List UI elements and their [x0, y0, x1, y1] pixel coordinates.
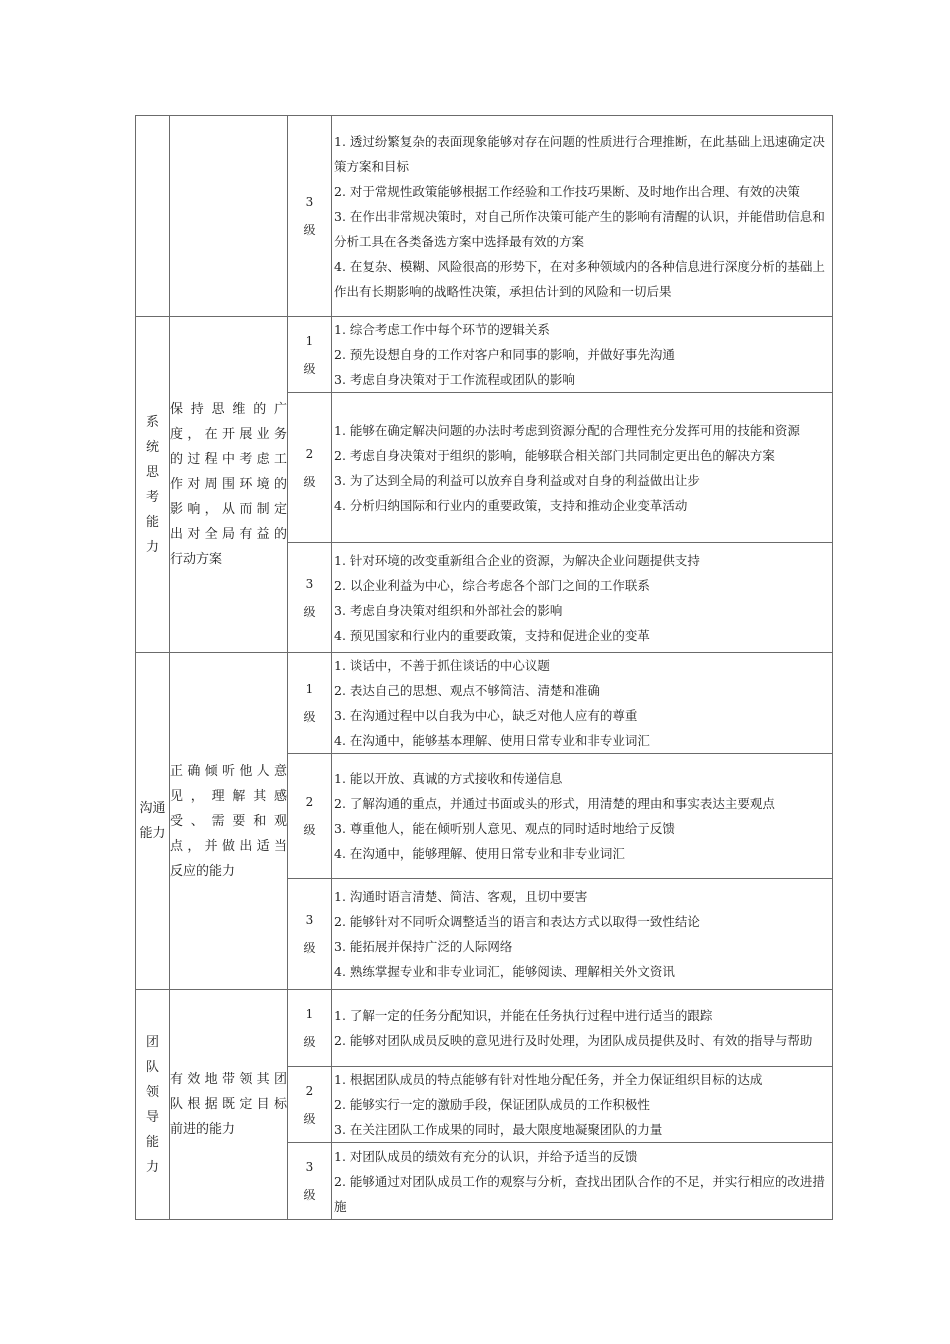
criteria-item: 4. 在沟通中，能够基本理解、使用日常专业和非专业词汇 [334, 733, 650, 748]
criteria-item: 1. 综合考虑工作中每个环节的逻辑关系 [334, 322, 550, 337]
criteria-cell [332, 393, 833, 543]
level-cell: 3 级 [288, 1143, 332, 1220]
description-cell: 有效地带领其团 队根据既定目标 前进的能力 [170, 990, 288, 1220]
table-row [136, 990, 833, 1067]
criteria-item: 2. 能够对团队成员反映的意见进行及时处理，为团队成员提供及时、有效的指导与帮助 [334, 1033, 813, 1048]
level-cell: 3 级 [288, 543, 332, 653]
level-cell: 2 级 [288, 393, 332, 543]
criteria-cell [332, 754, 833, 879]
criteria-item: 4. 在沟通中，能够理解、使用日常专业和非专业词汇 [334, 846, 625, 861]
criteria-item: 2. 预先设想自身的工作对客户和同事的影响，并做好事先沟通 [334, 347, 675, 362]
criteria-item: 2. 表达自己的思想、观点不够简洁、清楚和准确 [334, 683, 600, 698]
criteria-item: 3. 在关注团队工作成果的同时，最大限度地凝聚团队的力量 [334, 1122, 663, 1137]
criteria-item: 3. 考虑自身决策对于工作流程或团队的影响 [334, 372, 575, 387]
criteria-item: 1. 能够在确定解决问题的办法时考虑到资源分配的合理性充分发挥可用的技能和资源 [334, 422, 800, 438]
criteria-item: 3. 尊重他人，能在倾听别人意见、观点的同时适时地给亍反馈 [334, 821, 675, 836]
level-cell: 3 级 [288, 116, 332, 317]
criteria-item: 1. 对团队成员的绩效有充分的认识，并给予适当的反馈 [334, 1148, 638, 1164]
description-cell: 保 持 思 维 的 广 度，在开展业务 的过程中考虑工 作对周围环境的 影响，从而制定 出对全局有益的 行动方案 [170, 317, 288, 653]
criteria-item: 1. 谈话中，不善于抓住谈话的中心议题 [334, 658, 550, 673]
criteria-cell [332, 116, 833, 317]
criteria-item: 1. 透过纷繁复杂的表面现象能够对存在问题的性质进行合理推断，在此基础上迅速确定决策方案和目标 [334, 133, 825, 174]
criteria-cell [332, 543, 833, 653]
criteria-item: 3. 能拓展并保持广泛的人际网络 [334, 939, 513, 954]
category-cell [136, 116, 170, 317]
criteria-item: 2. 了解沟通的重点，并通过书面或头的形式，用清楚的理由和事实表达主要观点 [334, 796, 775, 811]
criteria-item: 2. 能够针对不同听众调整适当的语言和表达方式以取得一致性结论 [334, 914, 700, 929]
level-cell: 2 级 [288, 1067, 332, 1143]
criteria-item: 3. 为了达到全局的利益可以放弃自身利益或对自身的利益做出让步 [334, 472, 700, 488]
criteria-item: 2. 能够实行一定的激励手段，保证团队成员的工作积极性 [334, 1097, 650, 1112]
table-row [136, 317, 833, 393]
criteria-item: 3. 在沟通过程中以自我为中心，缺乏对他人应有的尊重 [334, 708, 638, 723]
level-cell: 3 级 [288, 879, 332, 990]
criteria-item: 2. 对于常规性政策能够根据工作经验和工作技巧果断、及时地作出合理、有效的决策 [334, 183, 800, 199]
level-cell: 2 级 [288, 754, 332, 879]
category-cell: 沟通 能力 [136, 653, 170, 990]
competency-table [135, 115, 833, 1220]
description-cell: 正 确 倾 听 他 人 意 见 ， 理 解 其 感 受 、 需 要 和 观 点，并做出适当 反应的能力 [170, 653, 288, 990]
category-cell: 团 队 领 导 能 力 [136, 990, 170, 1220]
criteria-item: 1. 根据团队成员的特点能够有针对性地分配任务，并全力保证组织目标的达成 [334, 1072, 763, 1087]
category-cell: 系 统 思 考 能 力 [136, 317, 170, 653]
criteria-item: 3. 在作出非常规决策时，对自己所作决策可能产生的影响有清醒的认识，并能借助信息和分析工具在各类备选方案中选择最有效的方案 [334, 208, 825, 249]
criteria-item: 2. 能够通过对团队成员工作的观察与分析，查找出团队合作的不足，并实行相应的改进措施 [334, 1173, 825, 1214]
criteria-item: 4. 在复杂、模糊、风险很高的形势下，在对多种领域内的各种信息进行深度分析的基础上作出有长期影响的战略性决策，承担估计到的风险和一切后果 [334, 258, 825, 299]
description-cell [170, 116, 288, 317]
criteria-item: 4. 熟练掌握专业和非专业词汇，能够阅读、理解相关外文资讯 [334, 964, 675, 979]
criteria-item: 4. 分析归纳国际和行业内的重要政策，支持和推动企业变革活动 [334, 497, 688, 513]
criteria-cell [332, 1067, 833, 1143]
level-cell: 1 级 [288, 653, 332, 754]
criteria-item: 1. 针对环境的改变重新组合企业的资源，为解决企业问题提供支持 [334, 552, 700, 568]
criteria-item: 1. 了解一定的任务分配知识，并能在任务执行过程中进行适当的跟踪 [334, 1008, 713, 1023]
criteria-item: 2. 考虑自身决策对于组织的影响，能够联合相关部门共同制定更出色的解决方案 [334, 447, 775, 463]
criteria-cell [332, 653, 833, 754]
criteria-item: 1. 沟通时语言清楚、简洁、客观，且切中要害 [334, 889, 588, 904]
table-row [136, 653, 833, 754]
criteria-item: 2. 以企业利益为中心，综合考虑各个部门之间的工作联系 [334, 577, 650, 593]
level-cell: 1 级 [288, 317, 332, 393]
criteria-item: 4. 预见国家和行业内的重要政策，支持和促进企业的变革 [334, 627, 650, 643]
table-row [136, 116, 833, 317]
criteria-item: 1. 能以开放、真诚的方式接收和传递信息 [334, 771, 563, 786]
level-cell: 1 级 [288, 990, 332, 1067]
criteria-cell [332, 1143, 833, 1220]
criteria-cell [332, 990, 833, 1067]
criteria-cell [332, 879, 833, 990]
criteria-cell [332, 317, 833, 393]
criteria-item: 3. 考虑自身决策对组织和外部社会的影响 [334, 602, 563, 618]
